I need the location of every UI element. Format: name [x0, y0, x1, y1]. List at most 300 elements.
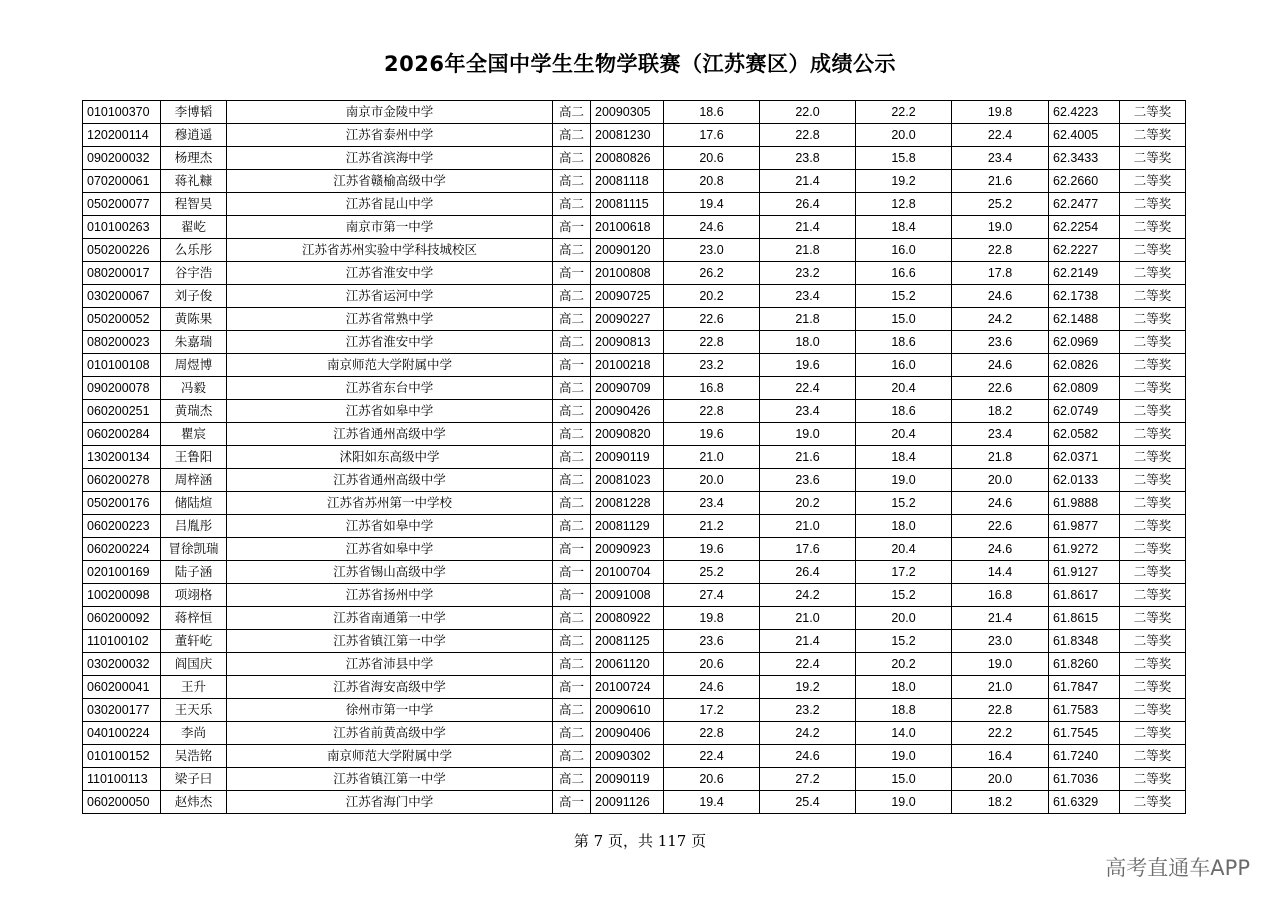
- award-cell: 二等奖: [1120, 262, 1186, 285]
- score-1-cell: 25.2: [664, 561, 760, 584]
- score-1-cell: 22.8: [664, 331, 760, 354]
- score-3-cell: 22.2: [856, 101, 952, 124]
- award-cell: 二等奖: [1120, 515, 1186, 538]
- score-3-cell: 19.0: [856, 745, 952, 768]
- student-id-cell: 010100370: [83, 101, 161, 124]
- school-cell: 江苏省海安高级中学: [227, 676, 553, 699]
- student-name-cell: 冒徐凯瑞: [161, 538, 227, 561]
- student-id-cell: 060200224: [83, 538, 161, 561]
- table-row: [83, 653, 1186, 676]
- student-id-cell: 080200023: [83, 331, 161, 354]
- grade-cell: 高二: [553, 607, 591, 630]
- table-row: [83, 791, 1186, 814]
- table-row: [83, 285, 1186, 308]
- birthdate-cell: 20091126: [591, 791, 664, 814]
- student-id-cell: 050200176: [83, 492, 161, 515]
- student-id-cell: 050200226: [83, 239, 161, 262]
- score-2-cell: 23.4: [760, 400, 856, 423]
- school-cell: 江苏省通州高级中学: [227, 423, 553, 446]
- award-cell: 二等奖: [1120, 216, 1186, 239]
- award-cell: 二等奖: [1120, 400, 1186, 423]
- score-3-cell: 18.6: [856, 331, 952, 354]
- student-id-cell: 030200177: [83, 699, 161, 722]
- score-4-cell: 23.4: [952, 423, 1049, 446]
- score-4-cell: 20.0: [952, 768, 1049, 791]
- student-id-cell: 120200114: [83, 124, 161, 147]
- school-cell: 江苏省镇江第一中学: [227, 768, 553, 791]
- school-cell: 江苏省通州高级中学: [227, 469, 553, 492]
- total-score-cell: 62.0826: [1049, 354, 1120, 377]
- student-name-cell: 吕胤彤: [161, 515, 227, 538]
- total-score-cell: 61.8260: [1049, 653, 1120, 676]
- score-1-cell: 19.4: [664, 193, 760, 216]
- score-1-cell: 16.8: [664, 377, 760, 400]
- table-row: [83, 216, 1186, 239]
- score-1-cell: 26.2: [664, 262, 760, 285]
- score-1-cell: 21.0: [664, 446, 760, 469]
- student-name-cell: 冯毅: [161, 377, 227, 400]
- total-score-cell: 61.7036: [1049, 768, 1120, 791]
- school-cell: 江苏省如皋中学: [227, 515, 553, 538]
- award-cell: 二等奖: [1120, 423, 1186, 446]
- total-score-cell: 61.7847: [1049, 676, 1120, 699]
- score-1-cell: 18.6: [664, 101, 760, 124]
- score-3-cell: 15.8: [856, 147, 952, 170]
- birthdate-cell: 20081125: [591, 630, 664, 653]
- student-name-cell: 么乐彤: [161, 239, 227, 262]
- score-2-cell: 21.4: [760, 216, 856, 239]
- score-2-cell: 19.2: [760, 676, 856, 699]
- school-cell: 江苏省如皋中学: [227, 400, 553, 423]
- birthdate-cell: 20090227: [591, 308, 664, 331]
- birthdate-cell: 20080826: [591, 147, 664, 170]
- score-3-cell: 18.0: [856, 676, 952, 699]
- total-score-cell: 61.8348: [1049, 630, 1120, 653]
- score-4-cell: 24.6: [952, 354, 1049, 377]
- score-3-cell: 20.4: [856, 377, 952, 400]
- score-2-cell: 19.6: [760, 354, 856, 377]
- birthdate-cell: 20090820: [591, 423, 664, 446]
- score-1-cell: 20.6: [664, 653, 760, 676]
- student-id-cell: 020100169: [83, 561, 161, 584]
- table-row: [83, 607, 1186, 630]
- score-3-cell: 20.2: [856, 653, 952, 676]
- grade-cell: 高二: [553, 147, 591, 170]
- award-cell: 二等奖: [1120, 722, 1186, 745]
- table-row: [83, 147, 1186, 170]
- student-id-cell: 110100102: [83, 630, 161, 653]
- student-name-cell: 王鲁阳: [161, 446, 227, 469]
- total-score-cell: 62.0809: [1049, 377, 1120, 400]
- award-cell: 二等奖: [1120, 101, 1186, 124]
- total-score-cell: 62.0133: [1049, 469, 1120, 492]
- score-1-cell: 24.6: [664, 216, 760, 239]
- award-cell: 二等奖: [1120, 285, 1186, 308]
- award-cell: 二等奖: [1120, 584, 1186, 607]
- student-name-cell: 翟屹: [161, 216, 227, 239]
- score-2-cell: 21.4: [760, 630, 856, 653]
- score-2-cell: 23.4: [760, 285, 856, 308]
- birthdate-cell: 20090119: [591, 768, 664, 791]
- student-id-cell: 050200052: [83, 308, 161, 331]
- table-row: [83, 676, 1186, 699]
- school-cell: 沭阳如东高级中学: [227, 446, 553, 469]
- total-score-cell: 61.9888: [1049, 492, 1120, 515]
- birthdate-cell: 20090426: [591, 400, 664, 423]
- student-name-cell: 黄陈果: [161, 308, 227, 331]
- birthdate-cell: 20090923: [591, 538, 664, 561]
- score-3-cell: 15.0: [856, 308, 952, 331]
- birthdate-cell: 20100704: [591, 561, 664, 584]
- score-2-cell: 24.2: [760, 722, 856, 745]
- student-name-cell: 赵炜杰: [161, 791, 227, 814]
- grade-cell: 高二: [553, 492, 591, 515]
- school-cell: 江苏省苏州第一中学校: [227, 492, 553, 515]
- score-3-cell: 18.4: [856, 446, 952, 469]
- birthdate-cell: 20081230: [591, 124, 664, 147]
- total-score-cell: 62.2149: [1049, 262, 1120, 285]
- student-name-cell: 王天乐: [161, 699, 227, 722]
- student-name-cell: 瞿宸: [161, 423, 227, 446]
- student-id-cell: 060200092: [83, 607, 161, 630]
- score-4-cell: 22.8: [952, 239, 1049, 262]
- birthdate-cell: 20081228: [591, 492, 664, 515]
- watermark-text: 高考直通车APP: [1105, 856, 1250, 880]
- school-cell: 江苏省前黄高级中学: [227, 722, 553, 745]
- birthdate-cell: 20081118: [591, 170, 664, 193]
- table-row: [83, 469, 1186, 492]
- score-4-cell: 22.4: [952, 124, 1049, 147]
- grade-cell: 高二: [553, 124, 591, 147]
- score-1-cell: 23.4: [664, 492, 760, 515]
- score-4-cell: 18.2: [952, 791, 1049, 814]
- score-3-cell: 20.4: [856, 423, 952, 446]
- grade-cell: 高二: [553, 377, 591, 400]
- score-1-cell: 20.6: [664, 147, 760, 170]
- total-score-cell: 62.2254: [1049, 216, 1120, 239]
- score-3-cell: 19.2: [856, 170, 952, 193]
- student-name-cell: 梁子曰: [161, 768, 227, 791]
- score-2-cell: 24.6: [760, 745, 856, 768]
- birthdate-cell: 20081129: [591, 515, 664, 538]
- birthdate-cell: 20081115: [591, 193, 664, 216]
- grade-cell: 高二: [553, 653, 591, 676]
- score-3-cell: 15.0: [856, 768, 952, 791]
- total-score-cell: 62.2660: [1049, 170, 1120, 193]
- grade-cell: 高二: [553, 630, 591, 653]
- award-cell: 二等奖: [1120, 377, 1186, 400]
- school-cell: 江苏省锡山高级中学: [227, 561, 553, 584]
- score-1-cell: 22.8: [664, 722, 760, 745]
- score-4-cell: 24.2: [952, 308, 1049, 331]
- student-name-cell: 蒋梓恒: [161, 607, 227, 630]
- total-score-cell: 61.9127: [1049, 561, 1120, 584]
- total-score-cell: 61.6329: [1049, 791, 1120, 814]
- grade-cell: 高二: [553, 308, 591, 331]
- school-cell: 江苏省扬州中学: [227, 584, 553, 607]
- grade-cell: 高二: [553, 446, 591, 469]
- score-2-cell: 22.4: [760, 653, 856, 676]
- score-4-cell: 24.6: [952, 492, 1049, 515]
- grade-cell: 高一: [553, 561, 591, 584]
- table-row: [83, 630, 1186, 653]
- score-2-cell: 22.0: [760, 101, 856, 124]
- total-score-cell: 62.0582: [1049, 423, 1120, 446]
- score-4-cell: 24.6: [952, 285, 1049, 308]
- score-4-cell: 19.0: [952, 216, 1049, 239]
- table-row: [83, 101, 1186, 124]
- table-row: [83, 308, 1186, 331]
- table-row: [83, 400, 1186, 423]
- student-name-cell: 周梓涵: [161, 469, 227, 492]
- grade-cell: 高二: [553, 515, 591, 538]
- score-3-cell: 19.0: [856, 791, 952, 814]
- table-row: [83, 768, 1186, 791]
- school-cell: 江苏省海门中学: [227, 791, 553, 814]
- score-4-cell: 16.8: [952, 584, 1049, 607]
- score-3-cell: 15.2: [856, 584, 952, 607]
- award-cell: 二等奖: [1120, 745, 1186, 768]
- table-row: [83, 538, 1186, 561]
- grade-cell: 高二: [553, 768, 591, 791]
- score-4-cell: 14.4: [952, 561, 1049, 584]
- student-name-cell: 程智昊: [161, 193, 227, 216]
- score-3-cell: 16.0: [856, 239, 952, 262]
- score-2-cell: 21.6: [760, 446, 856, 469]
- birthdate-cell: 20090709: [591, 377, 664, 400]
- score-1-cell: 21.2: [664, 515, 760, 538]
- student-id-cell: 010100108: [83, 354, 161, 377]
- student-id-cell: 110100113: [83, 768, 161, 791]
- grade-cell: 高一: [553, 584, 591, 607]
- score-1-cell: 17.6: [664, 124, 760, 147]
- page-number: 第 7 页，共 117 页: [573, 832, 707, 850]
- student-id-cell: 060200041: [83, 676, 161, 699]
- birthdate-cell: 20080922: [591, 607, 664, 630]
- award-cell: 二等奖: [1120, 147, 1186, 170]
- student-name-cell: 穆逍遥: [161, 124, 227, 147]
- school-cell: 江苏省赣榆高级中学: [227, 170, 553, 193]
- student-id-cell: 060200050: [83, 791, 161, 814]
- birthdate-cell: 20090610: [591, 699, 664, 722]
- total-score-cell: 62.3433: [1049, 147, 1120, 170]
- score-1-cell: 20.0: [664, 469, 760, 492]
- award-cell: 二等奖: [1120, 170, 1186, 193]
- grade-cell: 高一: [553, 538, 591, 561]
- score-4-cell: 24.6: [952, 538, 1049, 561]
- award-cell: 二等奖: [1120, 354, 1186, 377]
- score-4-cell: 25.2: [952, 193, 1049, 216]
- score-2-cell: 23.6: [760, 469, 856, 492]
- award-cell: 二等奖: [1120, 561, 1186, 584]
- birthdate-cell: 20091008: [591, 584, 664, 607]
- student-id-cell: 090200032: [83, 147, 161, 170]
- total-score-cell: 61.9877: [1049, 515, 1120, 538]
- table-row: [83, 561, 1186, 584]
- grade-cell: 高二: [553, 400, 591, 423]
- grade-cell: 高一: [553, 791, 591, 814]
- school-cell: 江苏省南通第一中学: [227, 607, 553, 630]
- total-score-cell: 61.8617: [1049, 584, 1120, 607]
- school-cell: 江苏省常熟中学: [227, 308, 553, 331]
- score-1-cell: 20.2: [664, 285, 760, 308]
- score-3-cell: 15.2: [856, 492, 952, 515]
- grade-cell: 高二: [553, 101, 591, 124]
- score-2-cell: 26.4: [760, 561, 856, 584]
- birthdate-cell: 20090120: [591, 239, 664, 262]
- page-title: 2026年全国中学生生物学联赛（江苏赛区）成绩公示: [384, 52, 896, 76]
- score-4-cell: 23.4: [952, 147, 1049, 170]
- birthdate-cell: 20090725: [591, 285, 664, 308]
- score-2-cell: 21.0: [760, 607, 856, 630]
- school-cell: 江苏省淮安中学: [227, 331, 553, 354]
- score-3-cell: 20.0: [856, 124, 952, 147]
- score-2-cell: 21.4: [760, 170, 856, 193]
- grade-cell: 高一: [553, 216, 591, 239]
- score-4-cell: 18.2: [952, 400, 1049, 423]
- school-cell: 江苏省滨海中学: [227, 147, 553, 170]
- score-3-cell: 20.4: [856, 538, 952, 561]
- score-1-cell: 17.2: [664, 699, 760, 722]
- student-name-cell: 周煜博: [161, 354, 227, 377]
- student-name-cell: 黄瑞杰: [161, 400, 227, 423]
- score-2-cell: 23.2: [760, 262, 856, 285]
- total-score-cell: 62.0749: [1049, 400, 1120, 423]
- award-cell: 二等奖: [1120, 331, 1186, 354]
- score-3-cell: 17.2: [856, 561, 952, 584]
- student-id-cell: 100200098: [83, 584, 161, 607]
- score-2-cell: 27.2: [760, 768, 856, 791]
- score-1-cell: 19.6: [664, 423, 760, 446]
- birthdate-cell: 20081023: [591, 469, 664, 492]
- student-name-cell: 杨理杰: [161, 147, 227, 170]
- total-score-cell: 62.0371: [1049, 446, 1120, 469]
- student-name-cell: 蒋礼糠: [161, 170, 227, 193]
- score-4-cell: 16.4: [952, 745, 1049, 768]
- score-1-cell: 19.4: [664, 791, 760, 814]
- student-name-cell: 储陆煊: [161, 492, 227, 515]
- score-1-cell: 23.6: [664, 630, 760, 653]
- score-1-cell: 24.6: [664, 676, 760, 699]
- score-2-cell: 23.8: [760, 147, 856, 170]
- birthdate-cell: 20100724: [591, 676, 664, 699]
- grade-cell: 高二: [553, 699, 591, 722]
- total-score-cell: 62.2227: [1049, 239, 1120, 262]
- grade-cell: 高二: [553, 170, 591, 193]
- student-name-cell: 刘子俊: [161, 285, 227, 308]
- grade-cell: 高二: [553, 193, 591, 216]
- student-id-cell: 080200017: [83, 262, 161, 285]
- score-1-cell: 20.8: [664, 170, 760, 193]
- student-name-cell: 王升: [161, 676, 227, 699]
- school-cell: 江苏省东台中学: [227, 377, 553, 400]
- score-4-cell: 21.0: [952, 676, 1049, 699]
- score-3-cell: 14.0: [856, 722, 952, 745]
- table-row: [83, 262, 1186, 285]
- score-1-cell: 20.6: [664, 768, 760, 791]
- award-cell: 二等奖: [1120, 446, 1186, 469]
- school-cell: 江苏省淮安中学: [227, 262, 553, 285]
- score-4-cell: 23.0: [952, 630, 1049, 653]
- birthdate-cell: 20100218: [591, 354, 664, 377]
- award-cell: 二等奖: [1120, 492, 1186, 515]
- award-cell: 二等奖: [1120, 630, 1186, 653]
- score-3-cell: 18.6: [856, 400, 952, 423]
- total-score-cell: 62.0969: [1049, 331, 1120, 354]
- school-cell: 江苏省沛县中学: [227, 653, 553, 676]
- student-id-cell: 030200067: [83, 285, 161, 308]
- school-cell: 江苏省如皋中学: [227, 538, 553, 561]
- score-2-cell: 20.2: [760, 492, 856, 515]
- student-name-cell: 朱嘉瑞: [161, 331, 227, 354]
- score-1-cell: 19.6: [664, 538, 760, 561]
- total-score-cell: 62.4005: [1049, 124, 1120, 147]
- table-body: [83, 101, 1186, 814]
- score-2-cell: 18.0: [760, 331, 856, 354]
- score-1-cell: 23.0: [664, 239, 760, 262]
- table-row: [83, 446, 1186, 469]
- school-cell: 徐州市第一中学: [227, 699, 553, 722]
- total-score-cell: 61.7240: [1049, 745, 1120, 768]
- score-2-cell: 26.4: [760, 193, 856, 216]
- award-cell: 二等奖: [1120, 193, 1186, 216]
- score-2-cell: 17.6: [760, 538, 856, 561]
- student-id-cell: 090200078: [83, 377, 161, 400]
- score-1-cell: 23.2: [664, 354, 760, 377]
- school-cell: 南京市第一中学: [227, 216, 553, 239]
- table-row: [83, 170, 1186, 193]
- score-1-cell: 22.4: [664, 745, 760, 768]
- score-2-cell: 19.0: [760, 423, 856, 446]
- school-cell: 江苏省泰州中学: [227, 124, 553, 147]
- table-row: [83, 354, 1186, 377]
- student-name-cell: 李博韬: [161, 101, 227, 124]
- total-score-cell: 62.1488: [1049, 308, 1120, 331]
- table-row: [83, 492, 1186, 515]
- results-table: [82, 100, 1186, 814]
- score-4-cell: 22.6: [952, 515, 1049, 538]
- grade-cell: 高一: [553, 676, 591, 699]
- school-cell: 江苏省苏州实验中学科技城校区: [227, 239, 553, 262]
- score-1-cell: 19.8: [664, 607, 760, 630]
- score-4-cell: 21.8: [952, 446, 1049, 469]
- birthdate-cell: 20100618: [591, 216, 664, 239]
- grade-cell: 高二: [553, 285, 591, 308]
- table-row: [83, 745, 1186, 768]
- score-2-cell: 24.2: [760, 584, 856, 607]
- table-row: [83, 377, 1186, 400]
- student-id-cell: 040100224: [83, 722, 161, 745]
- grade-cell: 高二: [553, 423, 591, 446]
- score-4-cell: 20.0: [952, 469, 1049, 492]
- score-3-cell: 20.0: [856, 607, 952, 630]
- award-cell: 二等奖: [1120, 538, 1186, 561]
- score-4-cell: 19.8: [952, 101, 1049, 124]
- student-name-cell: 李尚: [161, 722, 227, 745]
- table-row: [83, 722, 1186, 745]
- school-cell: 南京市金陵中学: [227, 101, 553, 124]
- score-1-cell: 27.4: [664, 584, 760, 607]
- table-row: [83, 124, 1186, 147]
- table-row: [83, 699, 1186, 722]
- student-id-cell: 070200061: [83, 170, 161, 193]
- score-4-cell: 22.2: [952, 722, 1049, 745]
- score-3-cell: 16.0: [856, 354, 952, 377]
- student-name-cell: 陆子涵: [161, 561, 227, 584]
- score-3-cell: 18.8: [856, 699, 952, 722]
- grade-cell: 高一: [553, 262, 591, 285]
- school-cell: 南京师范大学附属中学: [227, 745, 553, 768]
